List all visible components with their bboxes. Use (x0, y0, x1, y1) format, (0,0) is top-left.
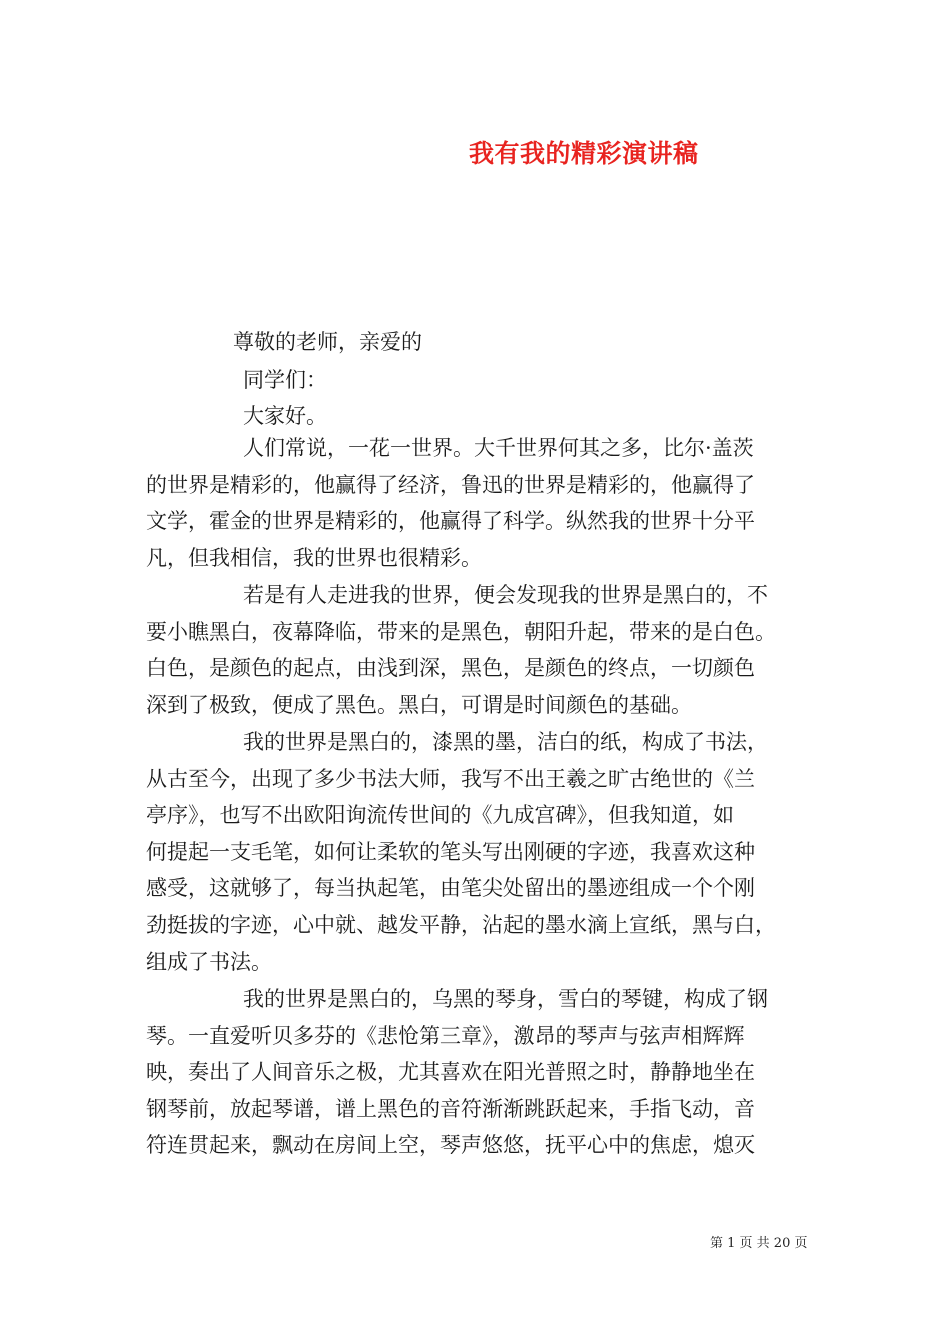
paragraph-line: 我的世界是黑白的，漆黑的墨，洁白的纸，构成了书法， (243, 730, 768, 754)
paragraph-line: 从古至今，出现了多少书法大师，我写不出王羲之旷古绝世的《兰 (146, 766, 755, 791)
page-number-footer: 第 1 页 共 20 页 (710, 1236, 808, 1251)
paragraph-line: 的世界是精彩的，他赢得了经济，鲁迅的世界是精彩的，他赢得了 (146, 472, 755, 497)
paragraph-line: 何提起一支毛笔，如何让柔软的笔头写出刚硬的字迹，我喜欢这种 (146, 839, 755, 864)
paragraph-line: 人们常说，一花一世界。大千世界何其之多，比尔·盖茨 (243, 436, 754, 460)
paragraph-line: 若是有人走进我的世界，便会发现我的世界是黑白的，不 (243, 583, 768, 607)
paragraph-line: 要小瞧黑白，夜幕降临，带来的是黑色，朝阳升起，带来的是白色。 (146, 619, 776, 644)
paragraph-line: 组成了书法。 (146, 949, 272, 974)
paragraph-line: 深到了极致，便成了黑色。黑白，可谓是时间颜色的基础。 (146, 692, 692, 717)
paragraph-line: 钢琴前，放起琴谱，谱上黑色的音符渐渐跳跃起来，手指飞动，音 (146, 1096, 755, 1121)
paragraph-line: 白色，是颜色的起点，由浅到深，黑色，是颜色的终点，一切颜色 (146, 656, 755, 681)
paragraph-line: 我的世界是黑白的，乌黑的琴身，雪白的琴键，构成了钢 (243, 987, 768, 1011)
document-title: 我有我的精彩演讲稿 (469, 139, 699, 168)
paragraph-line: 文学，霍金的世界是精彩的，他赢得了科学。纵然我的世界十分平 (146, 509, 755, 534)
paragraph-3 (146, 724, 806, 980)
paragraph-line: 亭序》，也写不出欧阳询流传世间的《九成宫碑》，但我知道，如 (146, 803, 734, 828)
paragraph-1 (146, 430, 806, 576)
paragraph-4 (146, 981, 806, 1164)
paragraph-line: 凡，但我相信，我的世界也很精彩。 (146, 545, 482, 570)
paragraph-line: 符连贯起来，飘动在房间上空，琴声悠悠，抚平心中的焦虑，熄灭 (146, 1133, 755, 1158)
greeting-line-1: 尊敬的老师，亲爱的 (233, 330, 422, 354)
greeting-line-2: 同学们： (243, 368, 327, 392)
paragraph-line: 映，奏出了人间音乐之极，尤其喜欢在阳光普照之时，静静地坐在 (146, 1060, 755, 1085)
paragraph-line: 劲挺拔的字迹，心中就、越发平静，沾起的墨水滴上宣纸，黑与白， (146, 912, 776, 937)
paragraph-line: 感受，这就够了，每当执起笔，由笔尖处留出的墨迹组成一个个刚 (146, 876, 755, 901)
greeting-line-3: 大家好。 (243, 404, 327, 428)
paragraph-line: 琴。一直爱听贝多芬的《悲怆第三章》，激昂的琴声与弦声相辉辉 (146, 1023, 745, 1048)
paragraph-2 (146, 577, 806, 723)
